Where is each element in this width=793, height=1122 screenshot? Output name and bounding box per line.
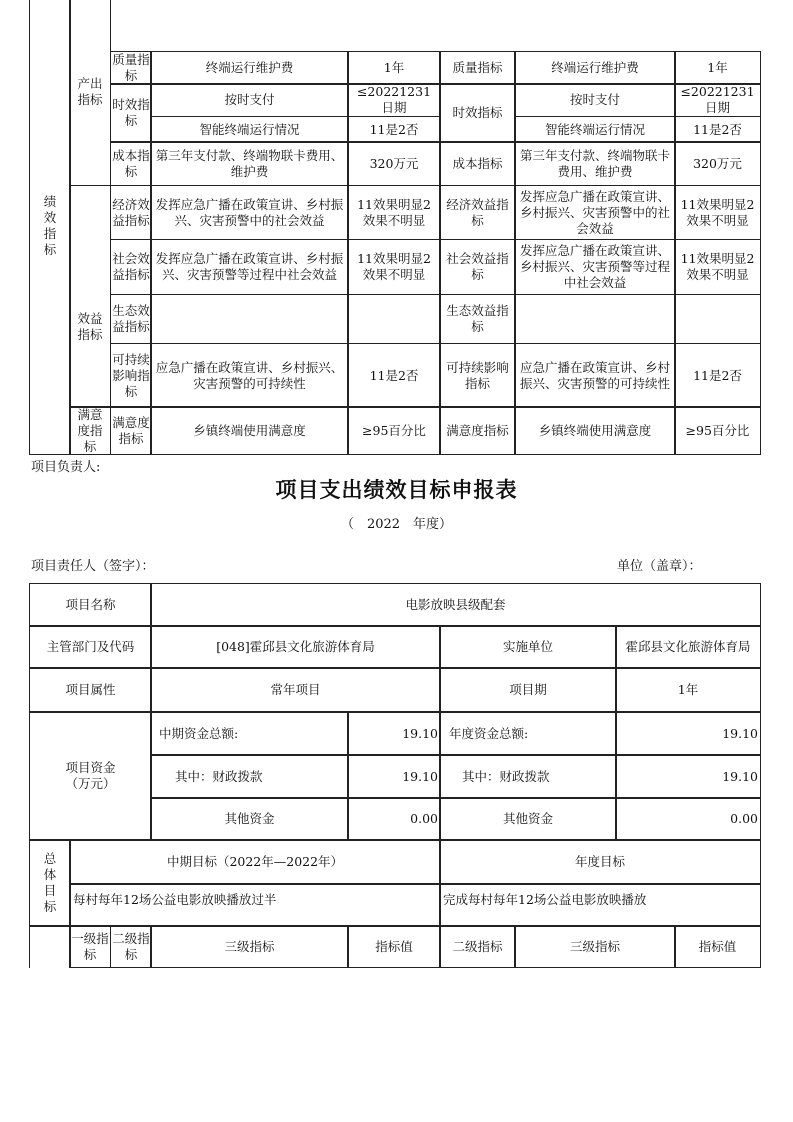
year-line: （ 2022 年度） xyxy=(340,517,453,532)
header-value: 指标值 xyxy=(347,925,441,968)
mid-other-value: 0.00 xyxy=(347,797,441,841)
dept-label: 主管部门及代码 xyxy=(29,625,152,669)
r-l2-cell: 成本指标 xyxy=(439,141,516,186)
value-cell: 1年 xyxy=(347,51,441,85)
mid-fiscal-label: 其中：财政拨款 xyxy=(150,754,349,799)
r-value-cell: ≤20221231日期 xyxy=(674,83,761,117)
signer-label: 项目责任人（签字）： xyxy=(31,559,155,574)
l3-cell: 应急广播在政策宣讲、乡村振兴、灾害预警的可持续性 xyxy=(150,343,349,408)
value-cell-empty xyxy=(347,294,441,344)
l2-cost: 成本指标 xyxy=(110,141,152,186)
l2-sustainable: 可持续影响指标 xyxy=(110,343,152,408)
value-cell: 11是2否 xyxy=(347,116,441,143)
l3-cell: 终端运行维护费 xyxy=(150,51,349,85)
value-cell: 11是2否 xyxy=(347,343,441,408)
r-l2-cell: 可持续影响指标 xyxy=(439,343,516,408)
r-l2-cell: 满意度指标 xyxy=(439,406,516,455)
unit-seal-label: 单位（盖章）： xyxy=(617,559,702,574)
r-l3-cell: 终端运行维护费 xyxy=(514,51,676,85)
l2-timeliness: 时效指标 xyxy=(110,83,152,143)
r-l3-cell: 发挥应急广播在政策宣讲、乡村振兴、灾害预警中的社会效益 xyxy=(514,185,676,240)
l2-satisfaction: 满意度指标 xyxy=(110,406,152,455)
project-name-label: 项目名称 xyxy=(29,583,152,627)
value-cell: ≤20221231日期 xyxy=(347,83,441,117)
mid-fiscal-value: 19.10 xyxy=(347,754,441,799)
header-r-value: 指标值 xyxy=(674,925,761,968)
mid-total-value: 19.10 xyxy=(347,711,441,756)
r-value-cell: 11是2否 xyxy=(674,343,761,408)
dept-value: [048]霍邱县文化旅游体育局 xyxy=(150,625,441,669)
impl-value: 霍邱县文化旅游体育局 xyxy=(615,625,761,669)
value-cell: ≥95百分比 xyxy=(347,406,441,455)
r-value-cell: 11效果明显2效果不明显 xyxy=(674,185,761,240)
mid-total-label: 中期资金总额: xyxy=(150,711,349,756)
satisfaction-l1-label: 满意度指标 xyxy=(69,406,111,455)
year-fiscal-label: 其中：财政拨款 xyxy=(439,754,617,799)
r-l2-cell: 时效指标 xyxy=(439,83,516,143)
year-goal-label: 年度目标 xyxy=(439,839,761,885)
r-l2-cell: 生态效益指标 xyxy=(439,294,516,344)
r-l3-cell-empty xyxy=(514,294,676,344)
r-l2-cell: 社会效益指标 xyxy=(439,239,516,295)
r-l2-cell: 经济效益指标 xyxy=(439,185,516,240)
mid-goal-label: 中期目标（2022年—2022年） xyxy=(69,839,441,885)
r-value-cell: 11是2否 xyxy=(674,116,761,143)
page-title: 项目支出绩效目标申报表 xyxy=(275,478,518,502)
output-indicator-label: 产出指标 xyxy=(69,0,111,186)
l3-cell: 智能终端运行情况 xyxy=(150,116,349,143)
period-label: 项目期 xyxy=(439,667,617,713)
l2-economic: 经济效益指标 xyxy=(110,185,152,240)
value-cell: 320万元 xyxy=(347,141,441,186)
r-l3-cell: 应急广播在政策宣讲、乡村振兴、灾害预警的可持续性 xyxy=(514,343,676,408)
attr-value: 常年项目 xyxy=(150,667,441,713)
header-r-l3: 三级指标 xyxy=(514,925,676,968)
benefit-indicator-label: 效益指标 xyxy=(69,185,111,408)
l2-ecological: 生态效益指标 xyxy=(110,294,152,344)
value-cell: 11效果明显2效果不明显 xyxy=(347,239,441,295)
project-name: 电影放映县级配套 xyxy=(150,583,761,627)
r-l3-cell: 第三年支付款、终端物联卡费用、维护费 xyxy=(514,141,676,186)
indicator-blank-cell xyxy=(29,925,71,968)
r-l2-cell: 质量指标 xyxy=(439,51,516,85)
year-other-label: 其他资金 xyxy=(439,797,617,841)
r-l3-cell: 乡镇终端使用满意度 xyxy=(514,406,676,455)
r-value-cell: ≥95百分比 xyxy=(674,406,761,455)
perf-indicator-label: 绩效指标 xyxy=(29,0,71,455)
l2-social: 社会效益指标 xyxy=(110,239,152,295)
header-l2: 二级指标 xyxy=(110,925,152,968)
year-other-value: 0.00 xyxy=(615,797,761,841)
mid-other-label: 其他资金 xyxy=(150,797,349,841)
r-value-cell: 11效果明显2效果不明显 xyxy=(674,239,761,295)
funds-label: 项目资金（万元） xyxy=(29,711,152,841)
l3-cell: 发挥应急广播在政策宣讲、乡村振兴、灾害预警中的社会效益 xyxy=(150,185,349,240)
value-cell: 11效果明显2效果不明显 xyxy=(347,185,441,240)
attr-label: 项目属性 xyxy=(29,667,152,713)
year-total-value: 19.10 xyxy=(615,711,761,756)
r-l3-cell: 智能终端运行情况 xyxy=(514,116,676,143)
overall-goal-label: 总体目标 xyxy=(29,839,71,927)
l3-cell: 按时支付 xyxy=(150,83,349,117)
r-value-cell-empty xyxy=(674,294,761,344)
header-l1: 一级指标 xyxy=(69,925,111,968)
header-l3: 三级指标 xyxy=(150,925,349,968)
impl-label: 实施单位 xyxy=(439,625,617,669)
r-value-cell: 1年 xyxy=(674,51,761,85)
l3-cell: 乡镇终端使用满意度 xyxy=(150,406,349,455)
mid-goal-text: 每村每年12场公益电影放映播放过半 xyxy=(69,883,441,927)
year-goal-text: 完成每村每年12场公益电影放映播放 xyxy=(439,883,761,927)
header-r-l2: 二级指标 xyxy=(439,925,516,968)
period-value: 1年 xyxy=(615,667,761,713)
r-l3-cell: 按时支付 xyxy=(514,83,676,117)
r-value-cell: 320万元 xyxy=(674,141,761,186)
l3-cell: 第三年支付款、终端物联卡费用、维护费 xyxy=(150,141,349,186)
year-total-label: 年度资金总额: xyxy=(439,711,617,756)
r-l3-cell: 发挥应急广播在政策宣讲、乡村振兴、灾害预警等过程中社会效益 xyxy=(514,239,676,295)
l3-cell-empty xyxy=(150,294,349,344)
l2-quality: 质量指标 xyxy=(110,51,152,85)
year-fiscal-value: 19.10 xyxy=(615,754,761,799)
l3-cell: 发挥应急广播在政策宣讲、乡村振兴、灾害预警等过程中社会效益 xyxy=(150,239,349,295)
responsible-label: 项目负责人: xyxy=(31,460,101,475)
